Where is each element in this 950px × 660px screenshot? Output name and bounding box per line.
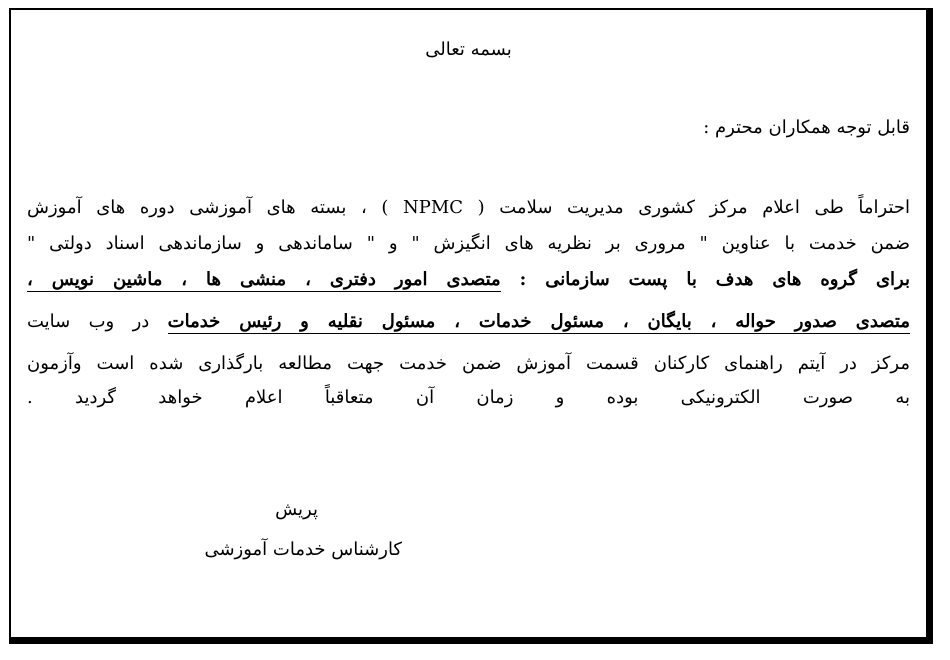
salutation: قابل توجه همکاران محترم :	[703, 117, 910, 138]
signature-name: پریش	[275, 499, 318, 520]
body-line-5: مرکز در آیتم راهنمای کارکنان قسمت آموزش ضمن خدمت جهت مطالعه بارگذاری شده است وآزمون	[27, 353, 910, 374]
target-groups-list-part-1: متصدی امور دفتری ، منشی ها ، ماشین نویس ،	[27, 269, 501, 290]
body-line-4	[27, 310, 910, 334]
body-line-1: احتراماً طی اعلام مرکز کشوری مدیریت سلامت ( NPMC ) ، بسته های آموزشی دوره های آموزش	[27, 197, 910, 218]
target-groups-list-part-2: متصدی صدور حواله ، بایگان ، مسئول خدمات ، مسئول نقلیه و رئیس خدمات	[167, 311, 910, 332]
body-line-3	[27, 268, 910, 292]
target-groups-label: برای گروه های هدف با پست سازمانی :	[519, 269, 910, 290]
website-text: در وب سایت	[27, 311, 150, 332]
body-line-6: به صورت الکترونیکی بوده و زمان آن متعاقباً اعلام خواهد گردید .	[27, 387, 910, 408]
letter-frame	[9, 8, 933, 644]
signature-title: کارشناس خدمات آموزشی	[204, 539, 402, 560]
letter-heading: بسمه تعالی	[425, 39, 512, 60]
body-line-2: ضمن خدمت با عناوین " مروری بر نظریه های انگیزش " و " ساماندهی و سازماندهی اسناد دولتی "	[27, 233, 910, 254]
